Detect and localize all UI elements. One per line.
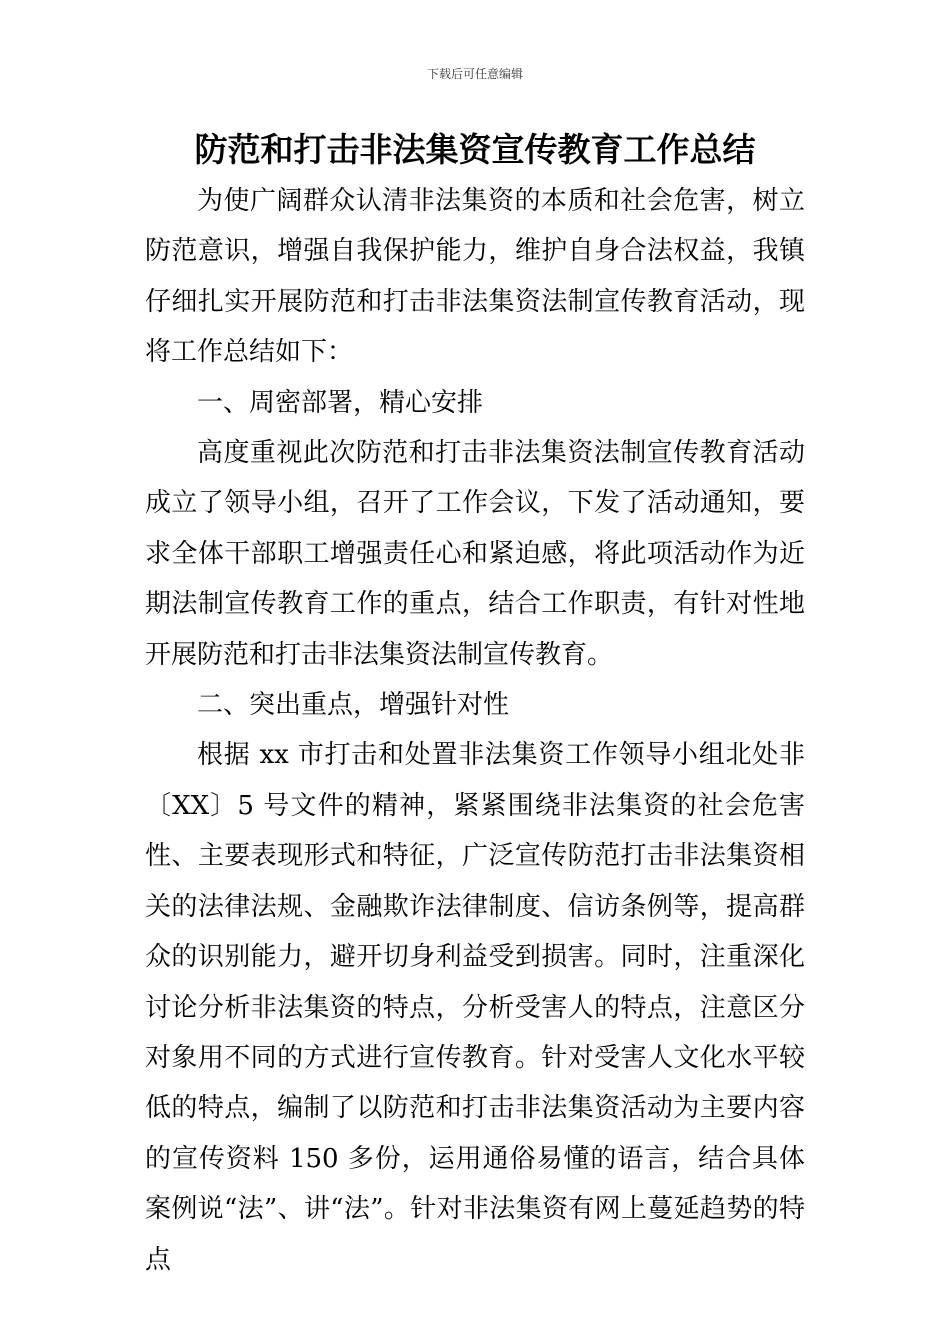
- section-2-paragraph: 根据 xx 市打击和处置非法集资工作领导小组北处非〔XX〕5 号文件的精神，紧紧围绕非法集资的社会危害性、主要表现形式和特征，广泛宣传防范打击非法集资相关的法律法规、金融欺诈法律制度、信访条例等，提高群众的识别能力，避开切身利益受到损害。同时，注重深化讨论分析非法集资的特点，分析受害人的特点，注意区分对象用不同的方式进行宣传教育。针对受害人文化水平较低的特点，编制了以防范和打击非法集资活动为主要内容的宣传资料 150 多份，运用通俗易懂的语言，结合具体案例说“法”、讲“法”。针对非法集资有网上蔓延趋势的特点: [145, 740, 805, 1275]
- document-title: 防范和打击非法集资宣传教育工作总结: [194, 130, 756, 169]
- document-body: [145, 176, 805, 1285]
- header-note: 下载后可任意编辑: [426, 67, 523, 81]
- section-heading-2: 二、突出重点，增强针对性: [197, 690, 510, 721]
- intro-paragraph: 为使广阔群众认清非法集资的本质和社会危害，树立防范意识，增强自我保护能力，维护自身合法权益，我镇仔细扎实开展防范和打击非法集资法制宣传教育活动，现将工作总结如下：: [145, 186, 805, 368]
- section-1-paragraph: 高度重视此次防范和打击非法集资法制宣传教育活动成立了领导小组，召开了工作会议，下发了活动通知，要求全体干部职工增强责任心和紧迫感，将此项活动作为近期法制宣传教育工作的重点，结合工作职责，有针对性地开展防范和打击非法集资法制宣传教育。: [145, 438, 805, 670]
- section-heading-1: 一、周密部署，精心安排: [197, 387, 484, 418]
